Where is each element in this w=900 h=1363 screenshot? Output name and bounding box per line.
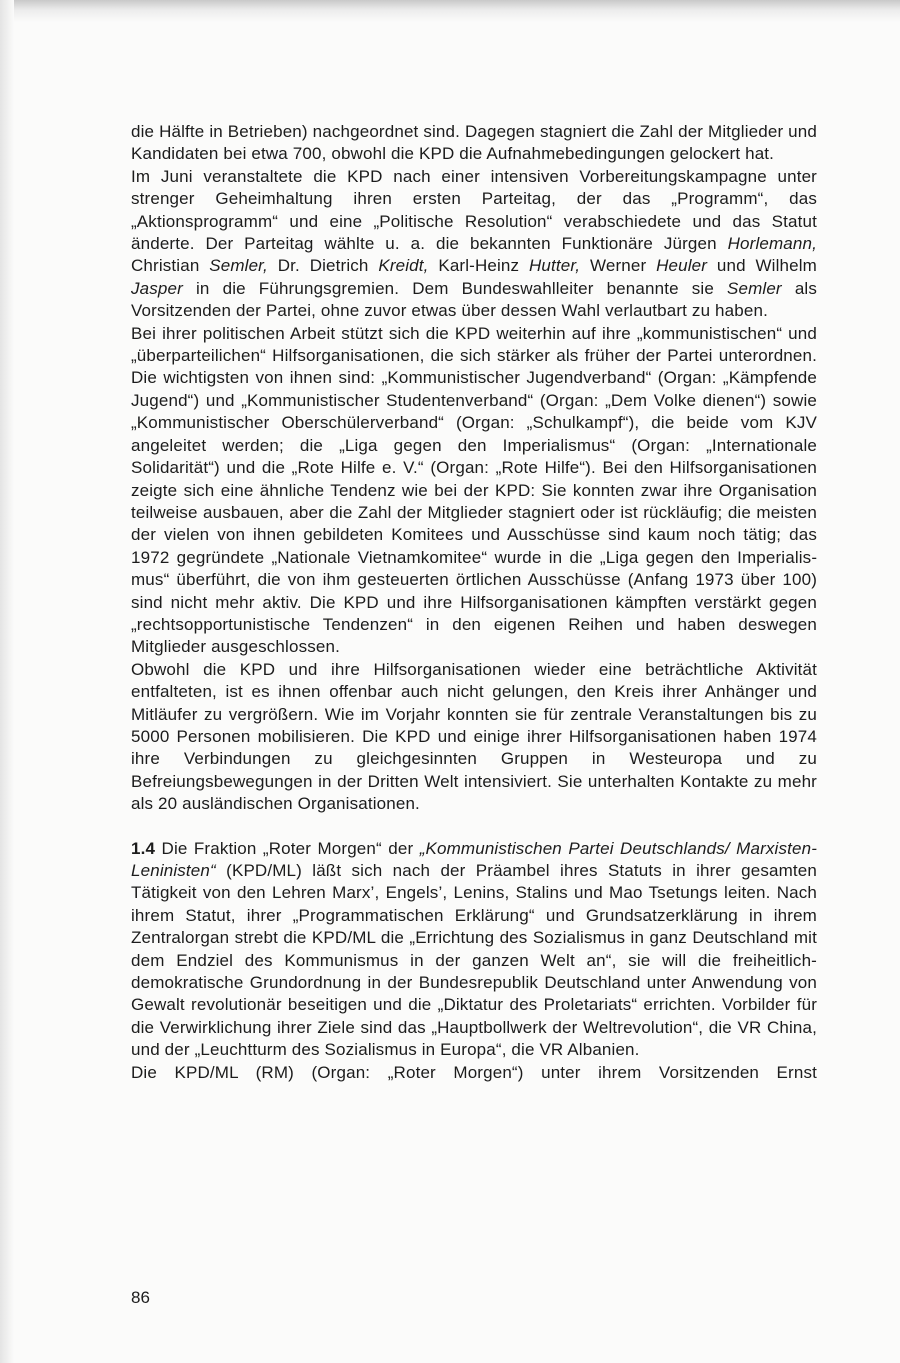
paragraph-gap xyxy=(131,816,817,838)
italic-name: „Kommunistischen Partei Deutschlands/ Marxisten-Leninisten“ xyxy=(131,838,818,880)
italic-name: Jasper xyxy=(131,278,183,298)
italic-name: Semler xyxy=(727,278,782,298)
scan-top-edge xyxy=(0,0,900,22)
italic-name: Hutter, xyxy=(529,256,581,276)
text-run: in die Führungsgremien. Dem Bundeswahlleiter benannte sie xyxy=(182,278,727,298)
italic-name: Kreidt, xyxy=(378,256,429,276)
italic-name: Horlemann, xyxy=(727,234,817,254)
text-run: die Hälfte in Betrieben) nachgeordnet sind. Dagegen stagniert die Zahl der Mitglieder und Kandidaten bei etwa 700, obwohl die KPD die Aufnahmebedingungen gelockert hat. xyxy=(131,122,817,164)
section-number: 1.4 xyxy=(131,838,156,858)
text-run: Bei ihrer politischen Arbeit stützt sich die KPD weiterhin auf ihre „kommunistischen“ und „überparteilichen“ Hilfsorganisationen, die sich stärker als früher der Partei unterordnen. Die wichtigsten von ihnen sind: „Kommunistischer Jugendverband“ (Organ: „Kämpfende Jugend“) und „Kommunistischer Studentenverband“ (Organ: „Dem Volke dienen“) sowie „Kommunistischer Oberschülerverband“ (Organ: „Schulkampf“), die beide vom KJV angeleitet werden; die „Liga gegen den Imperialismus“ (Organ: „Internationale Solidarität“) und die „Rote Hilfe e. V.“ (Organ: „Rote Hilfe“). Bei den Hilfsorganisationen zeigte sich eine ähnliche Tendenz wie bei der KPD: Sie konnten zwar ihre Organisation teilweise ausbauen, aber die Zahl der Mitglieder stagniert oder ist rückläufig; die meisten der vielen von ihnen gebildeten Komitees und Ausschüsse sind kaum noch tätig; das 1972 gegründete „Nationale Vietnamkomitee“ wurde in die „Liga gegen den Imperialismus“ überführt, die von ihm gesteuerten örtlichen Ausschüsse (Anfang 1973 über 100) sind nicht mehr aktiv. Die KPD und ihre Hilfsorganisationen kämpften verstärkt gegen „rechtsopportunistische Tendenzen“ in den eigenen Reihen und haben deswegen Mitglieder ausgeschlossen. xyxy=(131,323,817,657)
text-run: Die KPD/ML (RM) (Organ: „Roter Morgen“) unter ihrem Vorsitzenden Ernst xyxy=(131,1062,817,1082)
paragraph xyxy=(131,838,817,1062)
text-run: als Vorsitzenden der Partei, ohne zuvor etwas über dessen Wahl verlautbart zu haben. xyxy=(131,278,817,321)
text-run: Karl-Heinz xyxy=(428,256,529,276)
text-run: Die Fraktion „Roter Morgen“ der xyxy=(155,838,420,858)
text-run: Obwohl die KPD und ihre Hilfsorganisationen wieder eine beträchtliche Aktivität entfalteten, ist es ihnen offenbar auch nicht gelungen, den Kreis ihrer Anhänger und Mitläufer zu vergrößern. Wie im Vorjahr konnten sie für zentrale Veranstaltungen bis zu 5000 Personen mobilisieren. Die KPD und einige ihrer Hilfsorganisationen haben 1974 ihre Verbindungen zu gleichgesinnten Gruppen in Westeuropa und zu Befreiungsbewegungen in der Dritten Welt intensiviert. Sie unterhalten Kontakte zu mehr als 20 ausländischen Organisationen. xyxy=(131,659,817,814)
italic-name: Semler, xyxy=(209,256,268,276)
paragraph xyxy=(131,659,817,816)
text-run: Im Juni veranstaltete die KPD nach einer intensiven Vorbereitungskampagne unter strenger Geheimhaltung ihren ersten Parteitag, der das „Programm“, das „Aktionsprogramm“ und eine „Politische Resolution“ verabschiedete und das Statut änderte. Der Parteitag wählte u. a. die bekannten Funktionäre Jürgen xyxy=(131,166,817,254)
paragraph xyxy=(131,1062,817,1084)
paragraph xyxy=(131,323,817,659)
page-body xyxy=(131,121,817,1084)
text-run: Christian xyxy=(131,256,210,276)
paragraph xyxy=(131,166,817,323)
scan-left-edge xyxy=(0,0,14,1363)
page-number: 86 xyxy=(131,1288,150,1307)
italic-name: Heuler xyxy=(656,256,708,276)
text-run: und Wilhelm xyxy=(707,256,817,276)
text-run: (KPD/ML) läßt sich nach der Präambel ihres Statuts in ihrer gesamten Tätigkeit von den Lehren Marx’, Engels’, Lenins, Stalins und Mao Tsetungs leiten. Nach ihrem Statut, ihrer „Programmatischen Erklärung“ und Grundsatzerklärung in ihrem Zentralorgan strebt die KPD/ML die „Errichtung des Sozialismus in ganz Deutschland mit dem Endziel des Kommunismus in der ganzen Welt an“, sie will die freiheitlich-demokratische Grundordnung in der Bundesrepublik Deutschland unter Anwendung von Gewalt revolutionär beseitigen und die „Diktatur des Proletariats“ errichten. Vorbilder für die Verwirklichung ihrer Ziele sind das „Hauptbollwerk der Weltrevolution“, die VR China, und der „Leuchtturm des Sozialismus in Europa“, die VR Albanien. xyxy=(131,861,817,1060)
text-run: Dr. Dietrich xyxy=(267,256,379,276)
text-run: Werner xyxy=(580,256,657,276)
paragraph xyxy=(131,121,817,166)
